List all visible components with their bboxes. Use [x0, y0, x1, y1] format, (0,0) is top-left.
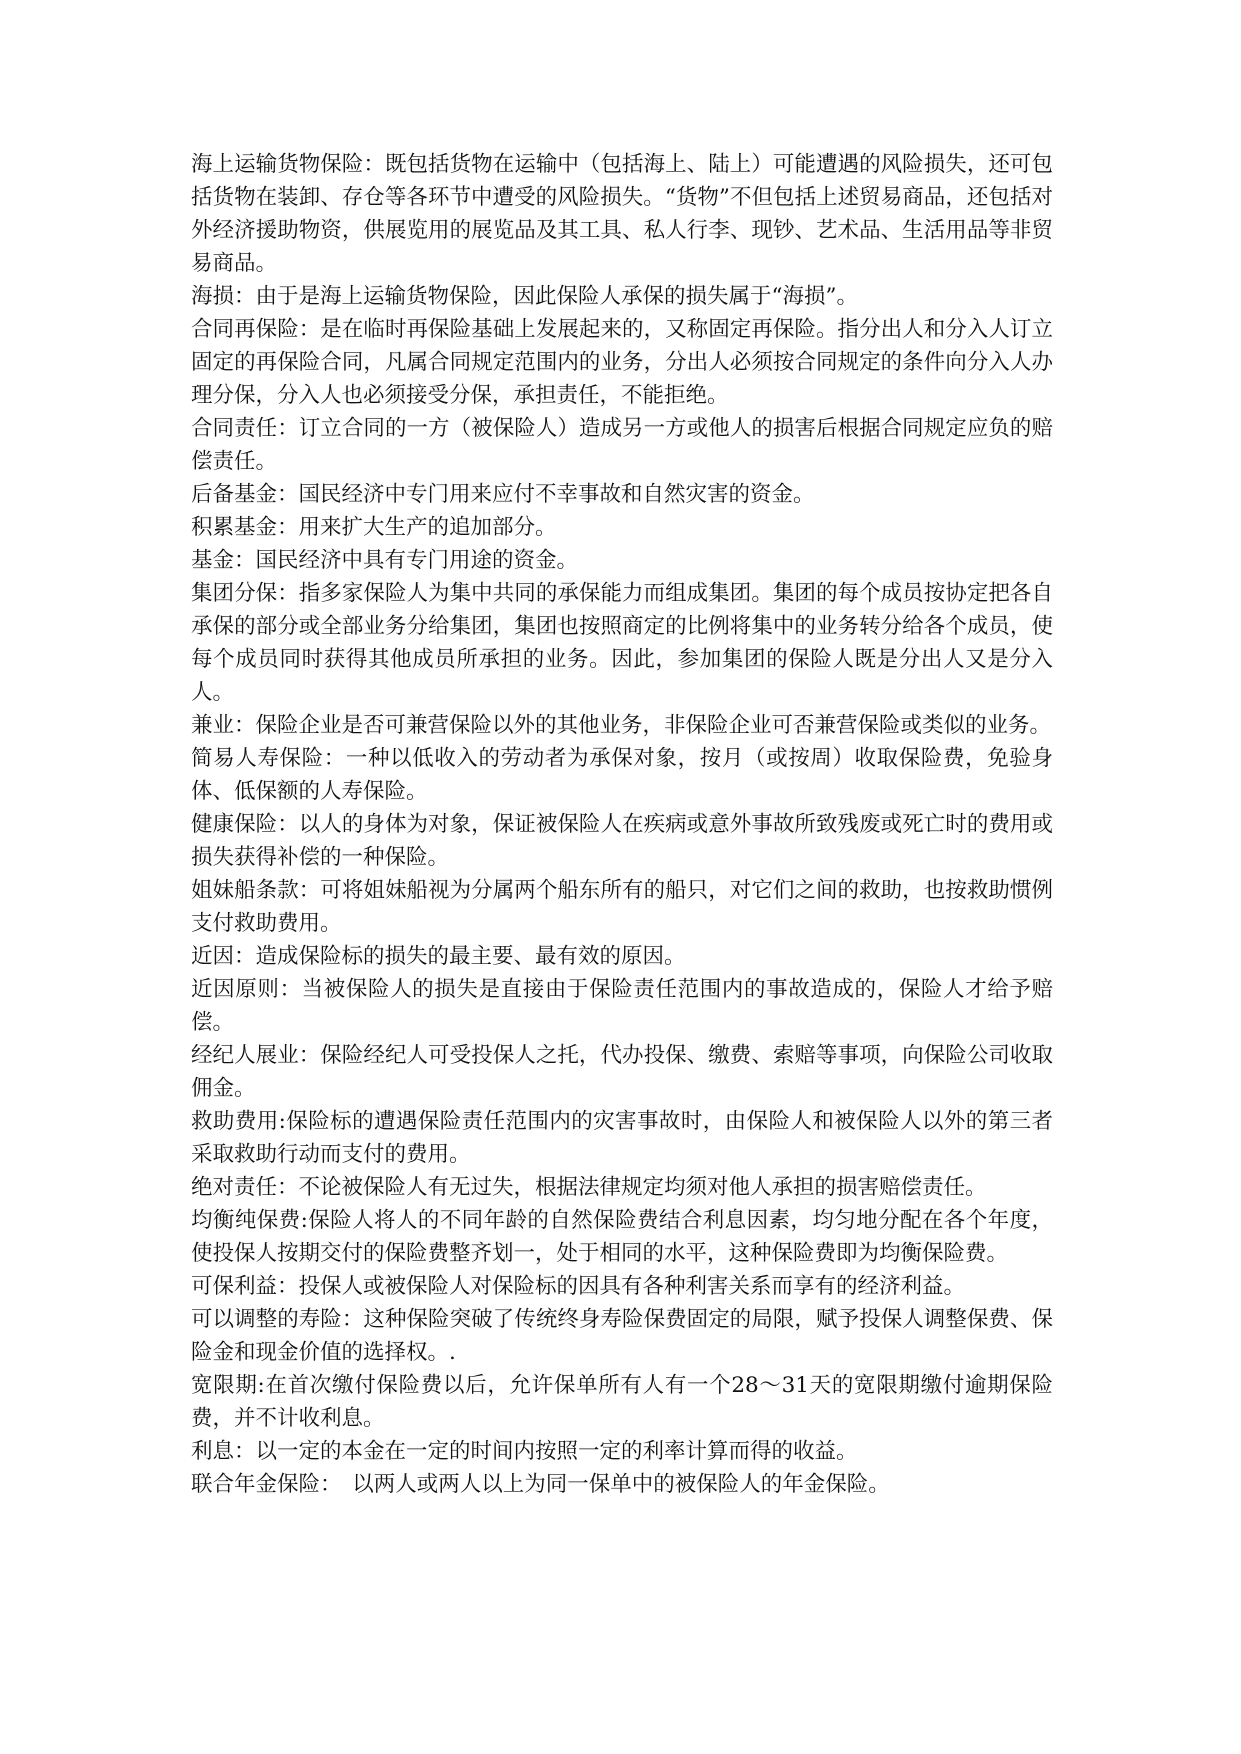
- glossary-entry: 基金：国民经济中具有专门用途的资金。: [191, 548, 579, 573]
- glossary-entry: 姐妹船条款：可将姐妹船视为分属两个船东所有的船只，对它们之间的救助，也按救助惯例支付救助费用。: [191, 878, 1053, 936]
- glossary-entry: 绝对责任：不论被保险人有无过失，根据法律规定均须对他人承担的损害赔偿责任。: [191, 1175, 987, 1200]
- glossary-entry: 后备基金：国民经济中专门用来应付不幸事故和自然灾害的资金。: [191, 482, 815, 507]
- glossary-entry: 积累基金：用来扩大生产的追加部分。: [191, 515, 557, 540]
- glossary-entry: 合同责任：订立合同的一方（被保险人）造成另一方或他人的损害后根据合同规定应负的赔偿责任。: [191, 416, 1053, 474]
- glossary-entry: 宽限期:在首次缴付保险费以后，允许保单所有人有一个28～31天的宽限期缴付逾期保险费，并不计收利息。: [191, 1373, 1053, 1431]
- glossary-entry: 近因：造成保险标的损失的最主要、最有效的原因。: [191, 944, 686, 969]
- glossary-entry: 健康保险：以人的身体为对象，保证被保险人在疾病或意外事故所致残废或死亡时的费用或损失获得补偿的一种保险。: [191, 812, 1053, 870]
- glossary-entry: 近因原则：当被保险人的损失是直接由于保险责任范围内的事故造成的，保险人才给予赔偿。: [191, 977, 1053, 1035]
- glossary-entry: 可保利益：投保人或被保险人对保险标的因具有各种利害关系而享有的经济利益。: [191, 1274, 966, 1299]
- glossary-entry: 海损：由于是海上运输货物保险，因此保险人承保的损失属于“海损”。: [191, 284, 858, 309]
- glossary-entry: 联合年金保险： 以两人或两人以上为同一保单中的被保险人的年金保险。: [191, 1472, 890, 1497]
- glossary-entry: 兼业：保险企业是否可兼营保险以外的其他业务，非保险企业可否兼营保险或类似的业务。: [191, 713, 1052, 738]
- glossary-body: [191, 148, 1053, 1501]
- glossary-entry: 利息：以一定的本金在一定的时间内按照一定的利率计算而得的收益。: [191, 1439, 858, 1464]
- glossary-entry: 简易人寿保险：一种以低收入的劳动者为承保对象，按月（或按周）收取保险费，免验身体、低保额的人寿保险。: [191, 746, 1053, 804]
- glossary-entry: 集团分保：指多家保险人为集中共同的承保能力而组成集团。集团的每个成员按协定把各自承保的部分或全部业务分给集团，集团也按照商定的比例将集中的业务转分给各个成员，使每个成员同时获得其他成员所承担的业务。因此，参加集团的保险人既是分出人又是分入人。: [191, 581, 1053, 705]
- glossary-entry: 海上运输货物保险：既包括货物在运输中（包括海上、陆上）可能遭遇的风险损失，还可包括货物在装卸、存仓等各环节中遭受的风险损失。“货物”不但包括上述贸易商品，还包括对外经济援助物资，供展览用的展览品及其工具、私人行李、现钞、艺术品、生活用品等非贸易商品。: [191, 152, 1053, 276]
- glossary-entry: 合同再保险：是在临时再保险基础上发展起来的，又称固定再保险。指分出人和分入人订立固定的再保险合同，凡属合同规定范围内的业务，分出人必须按合同规定的条件向分入人办理分保，分入人也必须接受分保，承担责任，不能拒绝。: [191, 317, 1053, 408]
- glossary-entry: 均衡纯保费:保险人将人的不同年龄的自然保险费结合利息因素，均匀地分配在各个年度，使投保人按期交付的保险费整齐划一，处于相同的水平，这种保险费即为均衡保险费。: [191, 1208, 1053, 1266]
- glossary-entry: 经纪人展业：保险经纪人可受投保人之托，代办投保、缴费、索赔等事项，向保险公司收取佣金。: [191, 1043, 1053, 1101]
- glossary-entry: 可以调整的寿险：这种保险突破了传统终身寿险保费固定的局限，赋予投保人调整保费、保险金和现金价值的选择权。.: [191, 1307, 1053, 1365]
- glossary-entry: 救助费用:保险标的遭遇保险责任范围内的灾害事故时，由保险人和被保险人以外的第三者采取救助行动而支付的费用。: [191, 1109, 1053, 1167]
